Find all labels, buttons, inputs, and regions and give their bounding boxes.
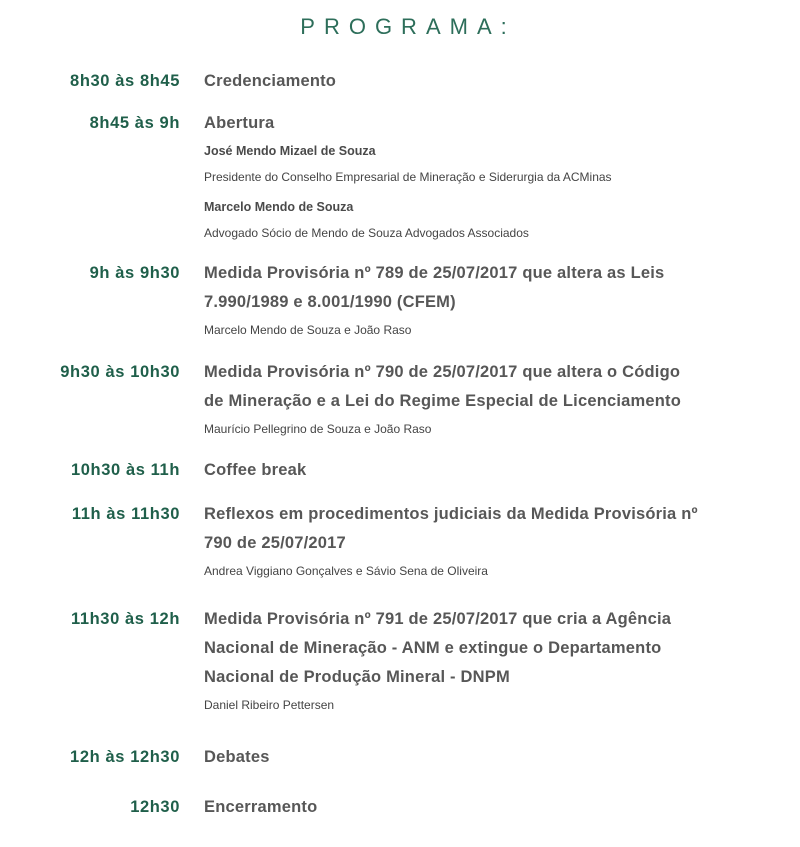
schedule-content [204,500,764,584]
schedule-time: 8h45 às 9h [89,114,180,132]
schedule-time: 9h às 9h30 [89,264,180,282]
schedule-time: 11h30 às 12h [70,610,180,628]
schedule-topic-line: Nacional de Mineração - ANM e extingue o Departamento [204,639,662,657]
speakers: Daniel Ribeiro Pettersen [204,698,335,712]
speakers: Andrea Viggiano Gonçalves e Sávio Sena de Oliveira [204,564,488,578]
schedule-content [204,67,764,96]
schedule-content [204,358,764,442]
schedule-topic-line: Medida Provisória nº 791 de 25/07/2017 que cria a Agência [204,610,672,628]
page-title: PROGRAMA: [300,14,516,39]
schedule-topic-line: Nacional de Produção Mineral - DNPM [204,668,510,686]
speakers: Marcelo Mendo de Souza e João Raso [204,323,412,337]
schedule-content [204,793,764,822]
speaker-name: Marcelo Mendo de Souza [204,200,354,214]
schedule-topic: Credenciamento [204,72,337,90]
schedule-topic-line: Medida Provisória nº 789 de 25/07/2017 que altera as Leis [204,264,665,282]
schedule-time: 10h30 às 11h [70,461,180,479]
schedule-topic-line: 7.990/1989 e 8.001/1990 (CFEM) [204,293,456,311]
speaker-role: Advogado Sócio de Mendo de Souza Advogados Associados [204,226,529,240]
speaker-role: Presidente do Conselho Empresarial de Mineração e Siderurgia da ACMinas [204,170,612,184]
schedule-topic: Coffee break [204,461,307,479]
schedule-time: 8h30 às 8h45 [70,72,180,90]
speakers: Maurício Pellegrino de Souza e João Raso [204,422,432,436]
schedule-topic: Encerramento [204,798,318,816]
schedule-topic-line: Reflexos em procedimentos judiciais da Medida Provisória nº [204,505,698,523]
schedule-time: 11h às 11h30 [71,505,180,523]
schedule-topic-line: de Mineração e a Lei do Regime Especial de Licenciamento [204,392,682,410]
schedule-topic: Debates [204,748,270,766]
schedule-time: 9h30 às 10h30 [60,363,180,381]
schedule-content [204,743,764,772]
schedule-time: 12h30 [130,798,180,816]
schedule-topic: Abertura [204,114,275,132]
schedule-content [204,109,764,246]
schedule-topic-line: 790 de 25/07/2017 [204,534,346,552]
speaker-name: José Mendo Mizael de Souza [204,144,376,158]
schedule-content [204,605,764,718]
schedule-time: 12h às 12h30 [70,748,180,766]
schedule-content [204,456,764,485]
schedule-content [204,259,764,343]
schedule-topic-line: Medida Provisória nº 790 de 25/07/2017 que altera o Código [204,363,681,381]
